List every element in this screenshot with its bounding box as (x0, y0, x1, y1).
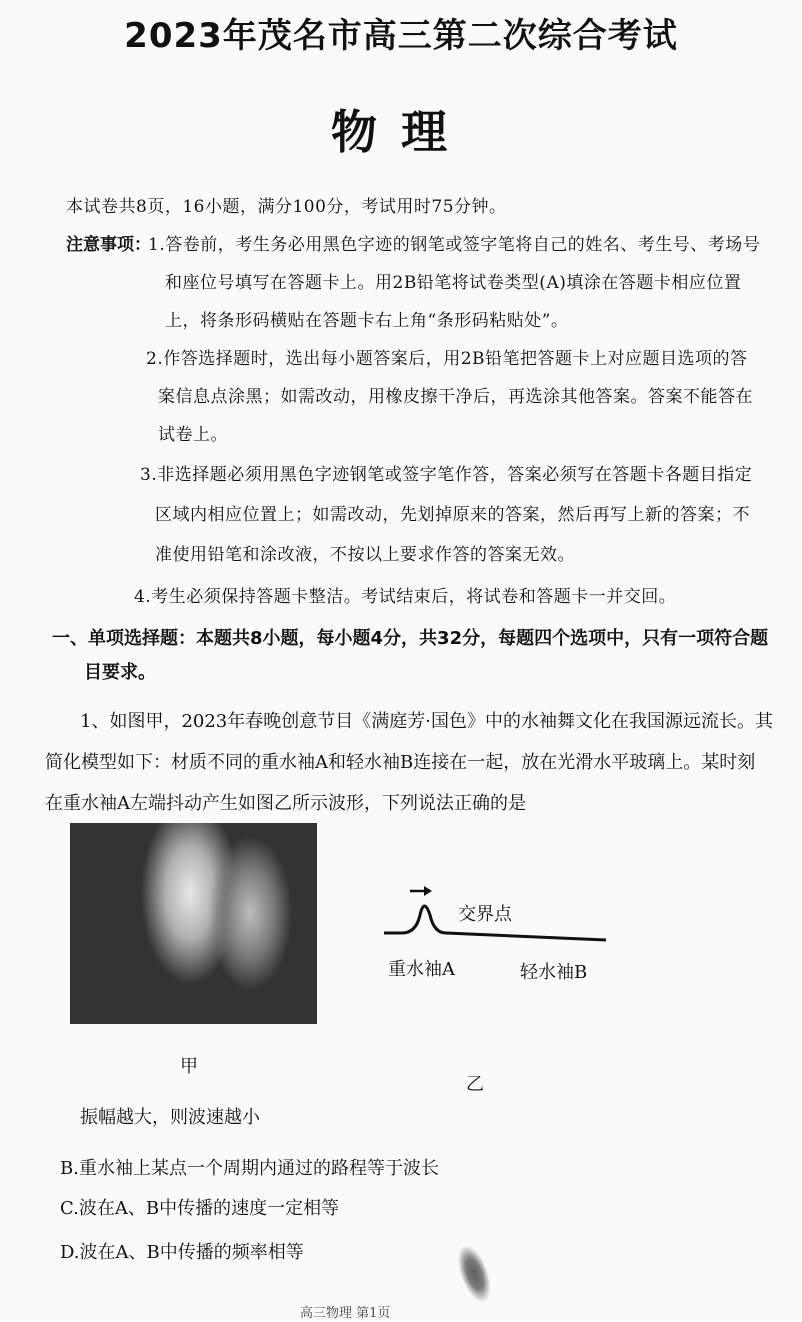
question-text: 1、如图甲，2023年春晚创意节目《满庭芳·国色》中的水袖舞文化在我国源远流长。其 (80, 711, 773, 732)
figure-b-label: 乙 (466, 1074, 484, 1095)
note-line: 试卷上。 (158, 425, 228, 445)
sleeve-b-label: 轻水袖B (520, 962, 588, 983)
scan-smudge (432, 1222, 525, 1321)
direction-arrow-head (424, 886, 432, 896)
note-line: 和座位号填写在答题卡上。用2B铅笔将试卷类型(A)填涂在答题卡相应位置 (165, 273, 742, 293)
page-footer: 高三物理 第1页 (300, 1306, 391, 1321)
note-line: 2.作答选择题时，选出每小题答案后，用2B铅笔把答题卡上对应题目选项的答 (146, 349, 748, 369)
exam-intro: 本试卷共8页，16小题，满分100分，考试用时75分钟。 (66, 197, 507, 217)
option-d: D.波在A、B中传播的频率相等 (60, 1242, 304, 1263)
note-line: 准使用铅笔和涂改液，不按以上要求作答的答案无效。 (155, 545, 575, 565)
notes-label: 注意事项： (66, 235, 151, 255)
question-text: 简化模型如下：材质不同的重水袖A和轻水袖B连接在一起，放在光滑水平玻璃上。某时刻 (45, 752, 756, 773)
note-line: 案信息点涂黑；如需改动，用橡皮擦干净后，再选涂其他答案。答案不能答在 (158, 387, 753, 407)
subject-title: 物理 (331, 105, 471, 159)
note-line: 上，将条形码横贴在答题卡右上角“条形码粘贴处”。 (165, 311, 569, 331)
note-line: 3.非选择题必须用黑色字迹钢笔或签字笔作答，答案必须写在答题卡各题目指定 (140, 465, 753, 485)
junction-label: 交界点 (458, 904, 512, 925)
section-heading-cont: 目要求。 (84, 662, 156, 683)
option-c: C.波在A、B中传播的速度一定相等 (60, 1198, 340, 1219)
option-a: 振幅越大，则波速越小 (80, 1107, 260, 1128)
note-line: 4.考生必须保持答题卡整洁。考试结束后，将试卷和答题卡一并交回。 (134, 587, 677, 607)
exam-title: 2023年茂名市高三第二次综合考试 (124, 16, 678, 56)
section-heading: 一、单项选择题：本题共8小题，每小题4分，共32分，每题四个选项中，只有一项符合题 (52, 628, 769, 649)
sleeve-a-label: 重水袖A (388, 959, 455, 980)
option-b: B.重水袖上某点一个周期内通过的路程等于波长 (60, 1158, 439, 1179)
figure-a-label: 甲 (180, 1056, 198, 1077)
figure-a-photo (70, 823, 317, 1024)
note-line: 区域内相应位置上；如需改动，先划掉原来的答案，然后再写上新的答案；不 (155, 505, 750, 525)
note-line: 1.答卷前，考生务必用黑色字迹的钢笔或签字笔将自己的姓名、考生号、考场号 (148, 235, 761, 255)
question-text: 在重水袖A左端抖动产生如图乙所示波形，下列说法正确的是 (45, 793, 526, 814)
